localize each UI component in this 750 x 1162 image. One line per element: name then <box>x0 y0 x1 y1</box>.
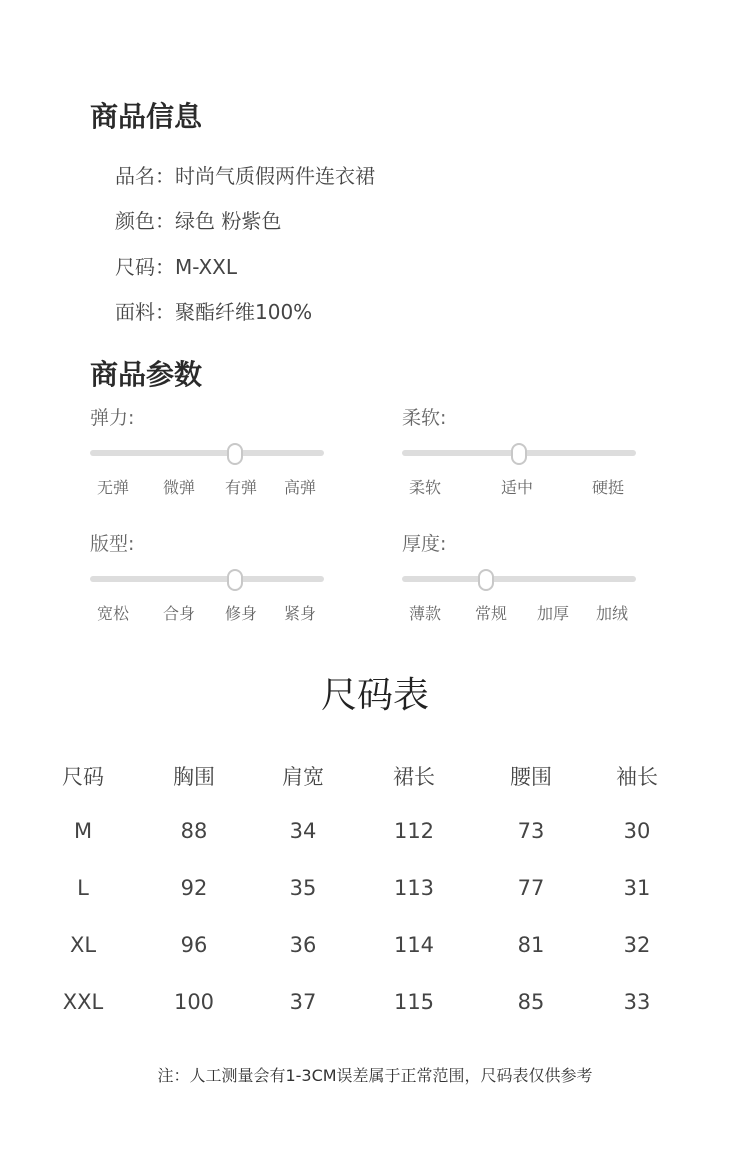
table-header-cell: 尺码 <box>62 765 104 789</box>
param-label: 弹力: <box>90 407 135 429</box>
info-row-name: 品名：时尚气质假两件连衣裙 <box>115 164 375 188</box>
slider-knob[interactable] <box>478 569 494 591</box>
table-cell: 81 <box>517 933 545 957</box>
tick-label: 有弹 <box>224 478 258 497</box>
param-softness <box>402 403 642 503</box>
table-cell: 36 <box>289 933 317 957</box>
table-cell: 73 <box>517 819 545 843</box>
table-cell: 77 <box>517 876 545 900</box>
product-params-title: 商品参数 <box>90 358 203 391</box>
tick-label: 适中 <box>500 478 534 497</box>
table-cell: 113 <box>393 876 435 900</box>
table-header-cell: 胸围 <box>173 765 215 789</box>
slider-knob[interactable] <box>227 443 243 465</box>
table-header-cell: 腰围 <box>510 765 552 789</box>
table-cell: 85 <box>517 990 545 1014</box>
tick-label: 柔软 <box>408 478 442 497</box>
table-cell: 32 <box>623 933 651 957</box>
table-header-cell: 裙长 <box>393 765 435 789</box>
table-cell: 92 <box>180 876 208 900</box>
slider-track <box>402 576 636 582</box>
tick-label: 紧身 <box>283 604 317 623</box>
table-header-cell: 肩宽 <box>282 765 324 789</box>
table-cell: XXL <box>62 990 104 1014</box>
tick-label: 无弹 <box>96 478 130 497</box>
tick-label: 宽松 <box>96 604 130 623</box>
info-row-size: 尺码：M-XXL <box>115 255 238 279</box>
slider-knob[interactable] <box>511 443 527 465</box>
param-fit <box>90 529 330 629</box>
slider-track <box>90 450 324 456</box>
tick-label: 薄款 <box>408 604 442 623</box>
table-cell: 37 <box>289 990 317 1014</box>
table-cell: 100 <box>173 990 215 1014</box>
table-cell: 115 <box>393 990 435 1014</box>
size-chart-title: 尺码表 <box>320 675 429 716</box>
slider-knob[interactable] <box>227 569 243 591</box>
table-cell: XL <box>69 933 97 957</box>
table-cell: 31 <box>623 876 651 900</box>
table-cell: L <box>77 876 89 900</box>
tick-label: 修身 <box>224 604 258 623</box>
table-cell: 88 <box>180 819 208 843</box>
info-row-color: 颜色：绿色 粉紫色 <box>115 209 282 233</box>
slider-track <box>90 576 324 582</box>
product-info-title: 商品信息 <box>90 100 203 133</box>
param-elasticity <box>90 403 330 503</box>
param-label: 厚度: <box>402 533 447 555</box>
tick-label: 加厚 <box>536 604 570 623</box>
tick-label: 合身 <box>162 604 196 623</box>
tick-label: 常规 <box>474 604 508 623</box>
table-cell: 33 <box>623 990 651 1014</box>
param-label: 版型: <box>90 533 135 555</box>
table-cell: M <box>73 819 93 843</box>
tick-label: 微弹 <box>162 478 196 497</box>
param-label: 柔软: <box>402 407 447 429</box>
table-cell: 114 <box>393 933 435 957</box>
param-thickness <box>402 529 642 629</box>
info-row-fabric: 面料：聚酯纤维100% <box>115 300 313 324</box>
tick-label: 硬挺 <box>591 478 625 497</box>
table-cell: 96 <box>180 933 208 957</box>
tick-label: 高弹 <box>283 478 317 497</box>
size-chart-note: 注：人工测量会有1-3CM误差属于正常范围，尺码表仅供参考 <box>157 1066 593 1085</box>
table-cell: 112 <box>393 819 435 843</box>
table-cell: 30 <box>623 819 651 843</box>
table-cell: 34 <box>289 819 317 843</box>
table-header-cell: 袖长 <box>616 765 658 789</box>
tick-label: 加绒 <box>595 604 629 623</box>
table-cell: 35 <box>289 876 317 900</box>
